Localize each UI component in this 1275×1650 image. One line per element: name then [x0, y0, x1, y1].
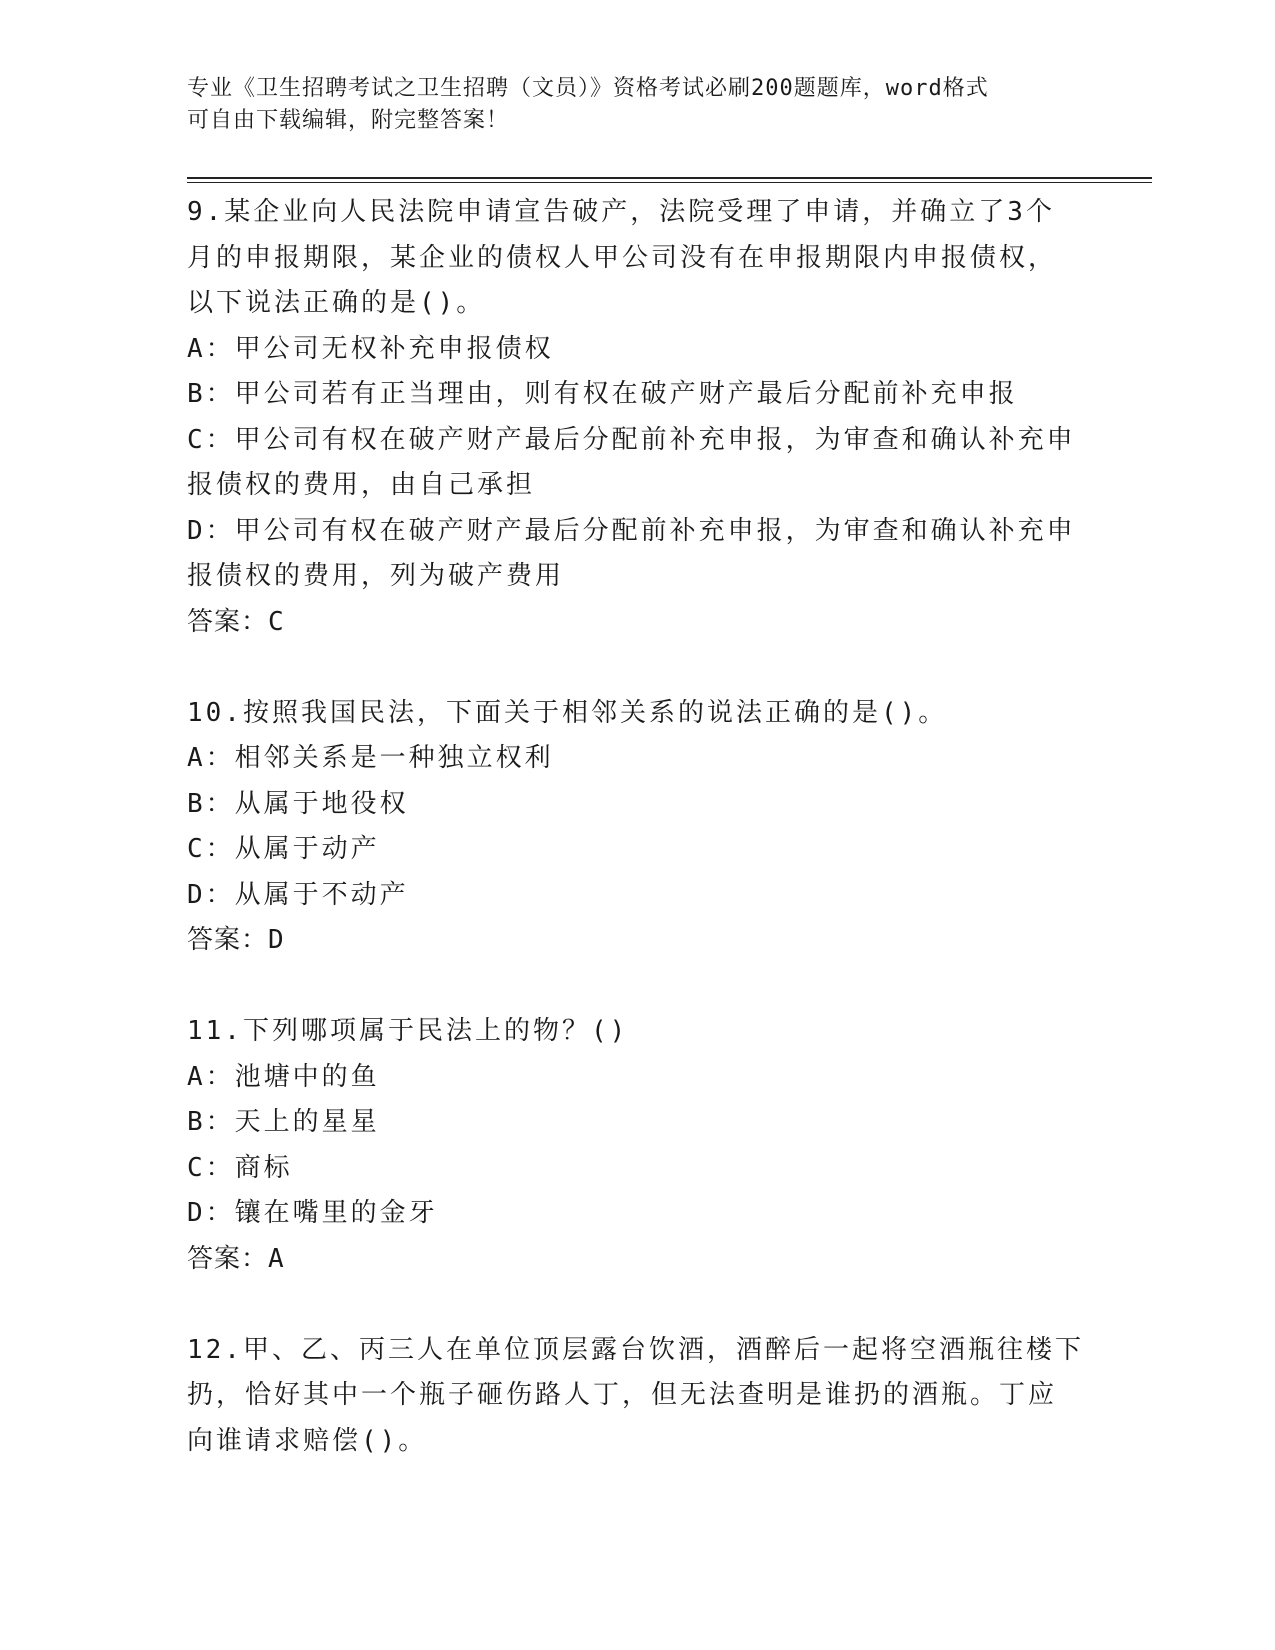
option-line: A：池塘中的鱼	[187, 1061, 380, 1092]
question-block	[187, 190, 1087, 645]
header-line-1: 专业《卫生招聘考试之卫生招聘（文员）》资格考试必刷200题题库，word格式	[187, 76, 989, 101]
question-stem-line: 月的申报期限，某企业的债权人甲公司没有在申报期限内申报债权，	[187, 242, 1058, 273]
option-line: B：从属于地役权	[187, 788, 409, 819]
header-divider-thick	[187, 177, 1152, 179]
question-spacer	[187, 1282, 1087, 1328]
question-stem-line: 以下说法正确的是()。	[187, 288, 486, 318]
option-line: C：甲公司有权在破产财产最后分配前补充申报，为审查和确认补充申	[187, 424, 1076, 455]
question-block	[187, 1328, 1087, 1465]
header-divider-thin	[187, 182, 1152, 183]
question-spacer	[187, 645, 1087, 691]
answer-line: 答案：A	[187, 1243, 285, 1274]
option-line: B：天上的星星	[187, 1107, 380, 1137]
option-line: D：甲公司有权在破产财产最后分配前补充申报，为审查和确认补充申	[187, 515, 1076, 546]
question-stem-line: 扔，恰好其中一个瓶子砸伤路人丁，但无法查明是谁扔的酒瓶。丁应	[187, 1380, 1058, 1410]
option-line: 报债权的费用，列为破产费用	[187, 561, 565, 591]
option-line: A：相邻关系是一种独立权利	[187, 743, 554, 773]
option-line: C：商标	[187, 1152, 293, 1183]
option-line: A：甲公司无权补充申报债权	[187, 333, 554, 364]
question-stem-line: 11.下列哪项属于民法上的物？()	[187, 1016, 629, 1046]
document-header	[187, 73, 1087, 137]
question-spacer	[187, 964, 1087, 1010]
option-line: 报债权的费用，由自己承担	[187, 470, 536, 500]
question-stem-line: 9.某企业向人民法院申请宣告破产，法院受理了申请，并确立了3个	[187, 197, 1055, 227]
question-stem-line: 向谁请求赔偿()。	[187, 1425, 428, 1456]
answer-line: 答案：C	[187, 606, 285, 637]
option-line: D：镶在嘴里的金牙	[187, 1198, 438, 1228]
question-stem-line: 10.按照我国民法，下面关于相邻关系的说法正确的是()。	[187, 697, 948, 728]
question-list	[187, 190, 1087, 1464]
option-line: C：从属于动产	[187, 834, 380, 864]
option-line: D：从属于不动产	[187, 879, 409, 910]
question-block	[187, 691, 1087, 964]
header-line-2: 可自由下载编辑，附完整答案！	[187, 108, 510, 133]
question-block	[187, 1009, 1087, 1282]
option-line: B：甲公司若有正当理由，则有权在破产财产最后分配前补充申报	[187, 379, 1018, 409]
answer-line: 答案：D	[187, 925, 285, 955]
question-stem-line: 12.甲、乙、丙三人在单位顶层露台饮酒，酒醉后一起将空酒瓶往楼下	[187, 1334, 1084, 1365]
